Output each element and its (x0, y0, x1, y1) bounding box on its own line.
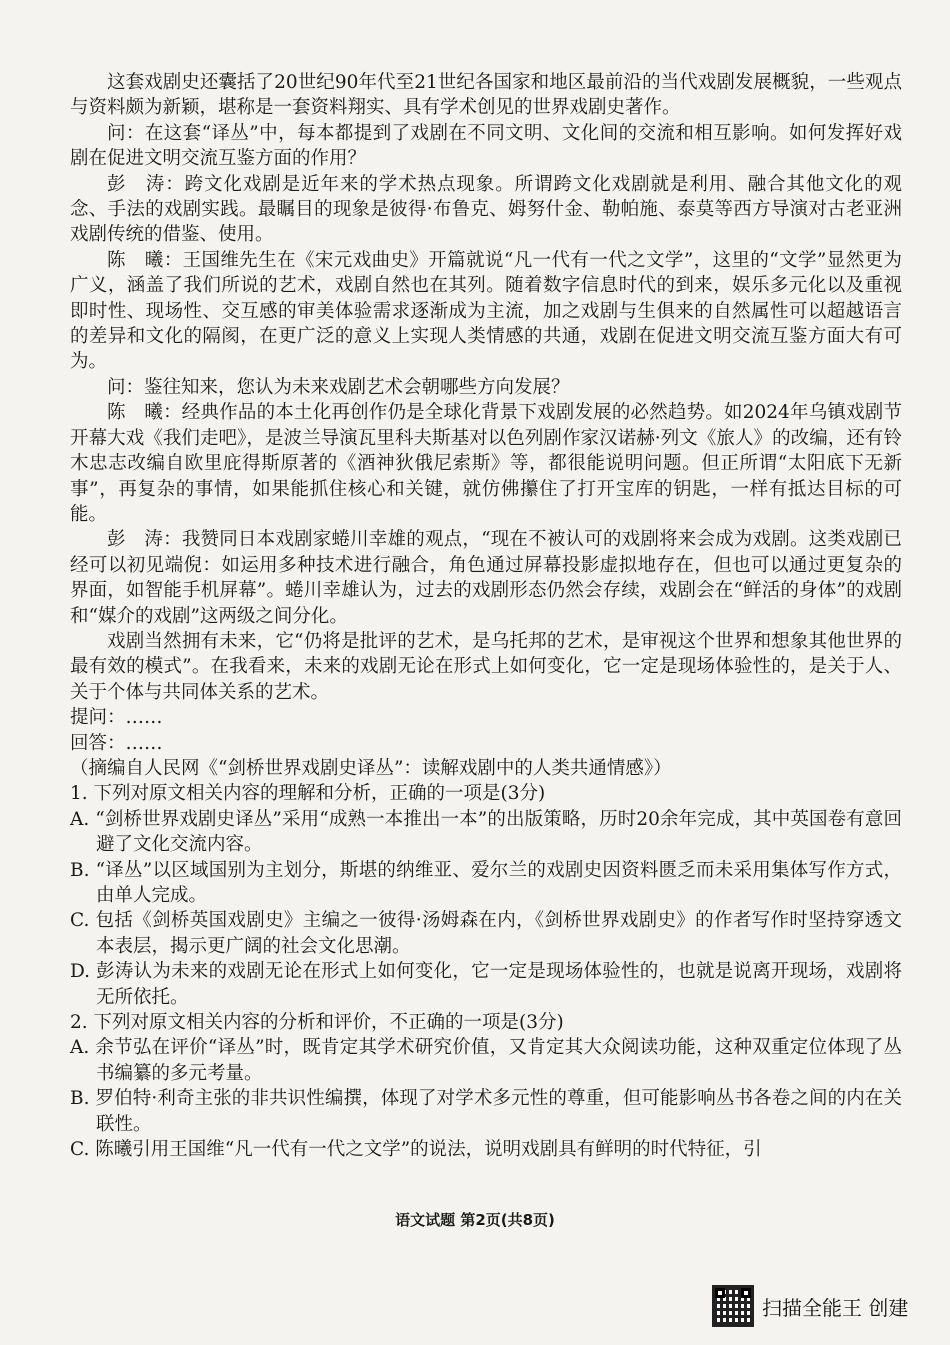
qr-code-icon (712, 1285, 754, 1327)
option-c: C. 包括《剑桥英国戏剧史》主编之一彼得·汤姆森在内，《剑桥世界戏剧史》的作者写作时坚持穿透文本表层，揭示更广阔的社会文化思潮。 (70, 910, 902, 957)
source-citation: （摘编自人民网《“剑桥世界戏剧史译丛”：读解戏剧中的人类共通情感》） (70, 757, 672, 779)
page-footer: 语文试题 第2页(共8页) (395, 1211, 555, 1229)
question-stem: 1. 下列对原文相关内容的理解和分析，正确的一项是(3分) (70, 783, 546, 805)
option-a: A. “剑桥世界戏剧史译丛”采用“成熟一本推出一本”的出版策略，历时20余年完成，其中英国卷有意回避了文化交流内容。 (70, 808, 902, 856)
question-stem: 2. 下列对原文相关内容的分析和评价，不正确的一项是(3分) (70, 1012, 564, 1034)
scanner-watermark (712, 1284, 908, 1328)
question-1 (70, 781, 902, 1010)
paragraph: 彭 涛：跨文化戏剧是近年来的学术热点现象。所谓跨文化戏剧就是利用、融合其他文化的观念、手法的戏剧实践。最瞩目的现象是彼得·布鲁克、姆努什金、勒帕施、泰莫等西方导演对古老亚洲戏剧传统的借鉴、使用。 (70, 173, 902, 246)
option-c: C. 陈曦引用王国维“凡一代有一代之文学”的说法，说明戏剧具有鲜明的时代特征，引 (70, 1139, 762, 1161)
ask-label: 提问：…… (70, 707, 163, 729)
option-b: B. “译丛”以区域国别为主划分，斯堪的纳维亚、爱尔兰的戏剧史因资料匮乏而未采用集体写作方式，由单人完成。 (70, 859, 902, 906)
paragraph: 问：在这套“译丛”中，每本都提到了戏剧在不同文明、文化间的交流和相互影响。如何发挥好戏剧在促进文明交流互鉴方面的作用？ (70, 122, 902, 170)
option-d: D. 彭涛认为未来的戏剧无论在形式上如何变化，它一定是现场体验性的，也就是说离开现场，戏剧将无所依托。 (70, 961, 902, 1008)
paragraph: 彭 涛：我赞同日本戏剧家蜷川幸雄的观点，“现在不被认可的戏剧将来会成为戏剧。这类戏剧已经可以初见端倪：如运用多种技术进行融合，角色通过屏幕投影虚拟地存在，但也可以通过更复杂的界面，如智能手机屏幕”。蜷川幸雄认为，过去的戏剧形态仍然会存续，戏剧会在“鲜活的身体”的戏剧和“媒介的戏剧”这两级之间分化。 (70, 529, 902, 627)
document-body (70, 70, 902, 1162)
paragraph: 问：鉴往知来，您认为未来戏剧艺术会朝哪些方向发展？ (107, 376, 570, 398)
paragraph: 戏剧当然拥有未来，它“仍将是批评的艺术，是乌托邦的艺术，是审视这个世界和想象其他世界的最有效的模式”。在我看来，未来的戏剧无论在形式上如何变化，它一定是现场体验性的，是关于人、关于个体与共同体关系的艺术。 (70, 630, 902, 703)
question-2 (70, 1010, 902, 1162)
scanner-label: 扫描全能王 创建 (762, 1295, 909, 1320)
option-b: B. 罗伯特·利奇主张的非共识性编撰，体现了对学术多元性的尊重，但可能影响丛书各卷之间的内在关联性。 (70, 1088, 902, 1135)
answer-label: 回答：…… (70, 732, 163, 754)
option-a: A. 余节弘在评价“译丛”时，既肯定其学术研究价值，又肯定其大众阅读功能，这种双重定位体现了丛书编纂的多元考量。 (70, 1037, 902, 1084)
paragraph: 这套戏剧史还囊括了20世纪90年代至21世纪各国家和地区最前沿的当代戏剧发展概貌，一些观点与资料颇为新颖，堪称是一套资料翔实、具有学术创见的世界戏剧史著作。 (70, 72, 902, 119)
paragraph: 陈 曦：经典作品的本土化再创作仍是全球化背景下戏剧发展的必然趋势。如2024年乌镇戏剧节开幕大戏《我们走吧》，是波兰导演瓦里科夫斯基对以色列剧作家汉诺赫·列文《旅人》的改编，还有铃木忠志改编自欧里庇得斯原著的《酒神狄俄尼索斯》等，都很能说明问题。但正所谓“太阳底下无新事”，再复杂的事情，如果能抓住核心和关键，就仿佛攥住了打开宝库的钥匙，一样有抵达目标的可能。 (70, 402, 902, 525)
paragraph: 陈 曦：王国维先生在《宋元戏曲史》开篇就说“凡一代有一代之文学”，这里的“文学”显然更为广义，涵盖了我们所说的艺术，戏剧自然也在其列。随着数字信息时代的到来，娱乐多元化以及重视即时性、现场性、交互感的审美体验需求逐渐成为主流，加之戏剧与生俱来的自然属性可以超越语言的差异和文化的隔阂，在更广泛的意义上实现人类情感的共通，戏剧在促进文明交流互鉴方面大有可为。 (70, 249, 902, 373)
